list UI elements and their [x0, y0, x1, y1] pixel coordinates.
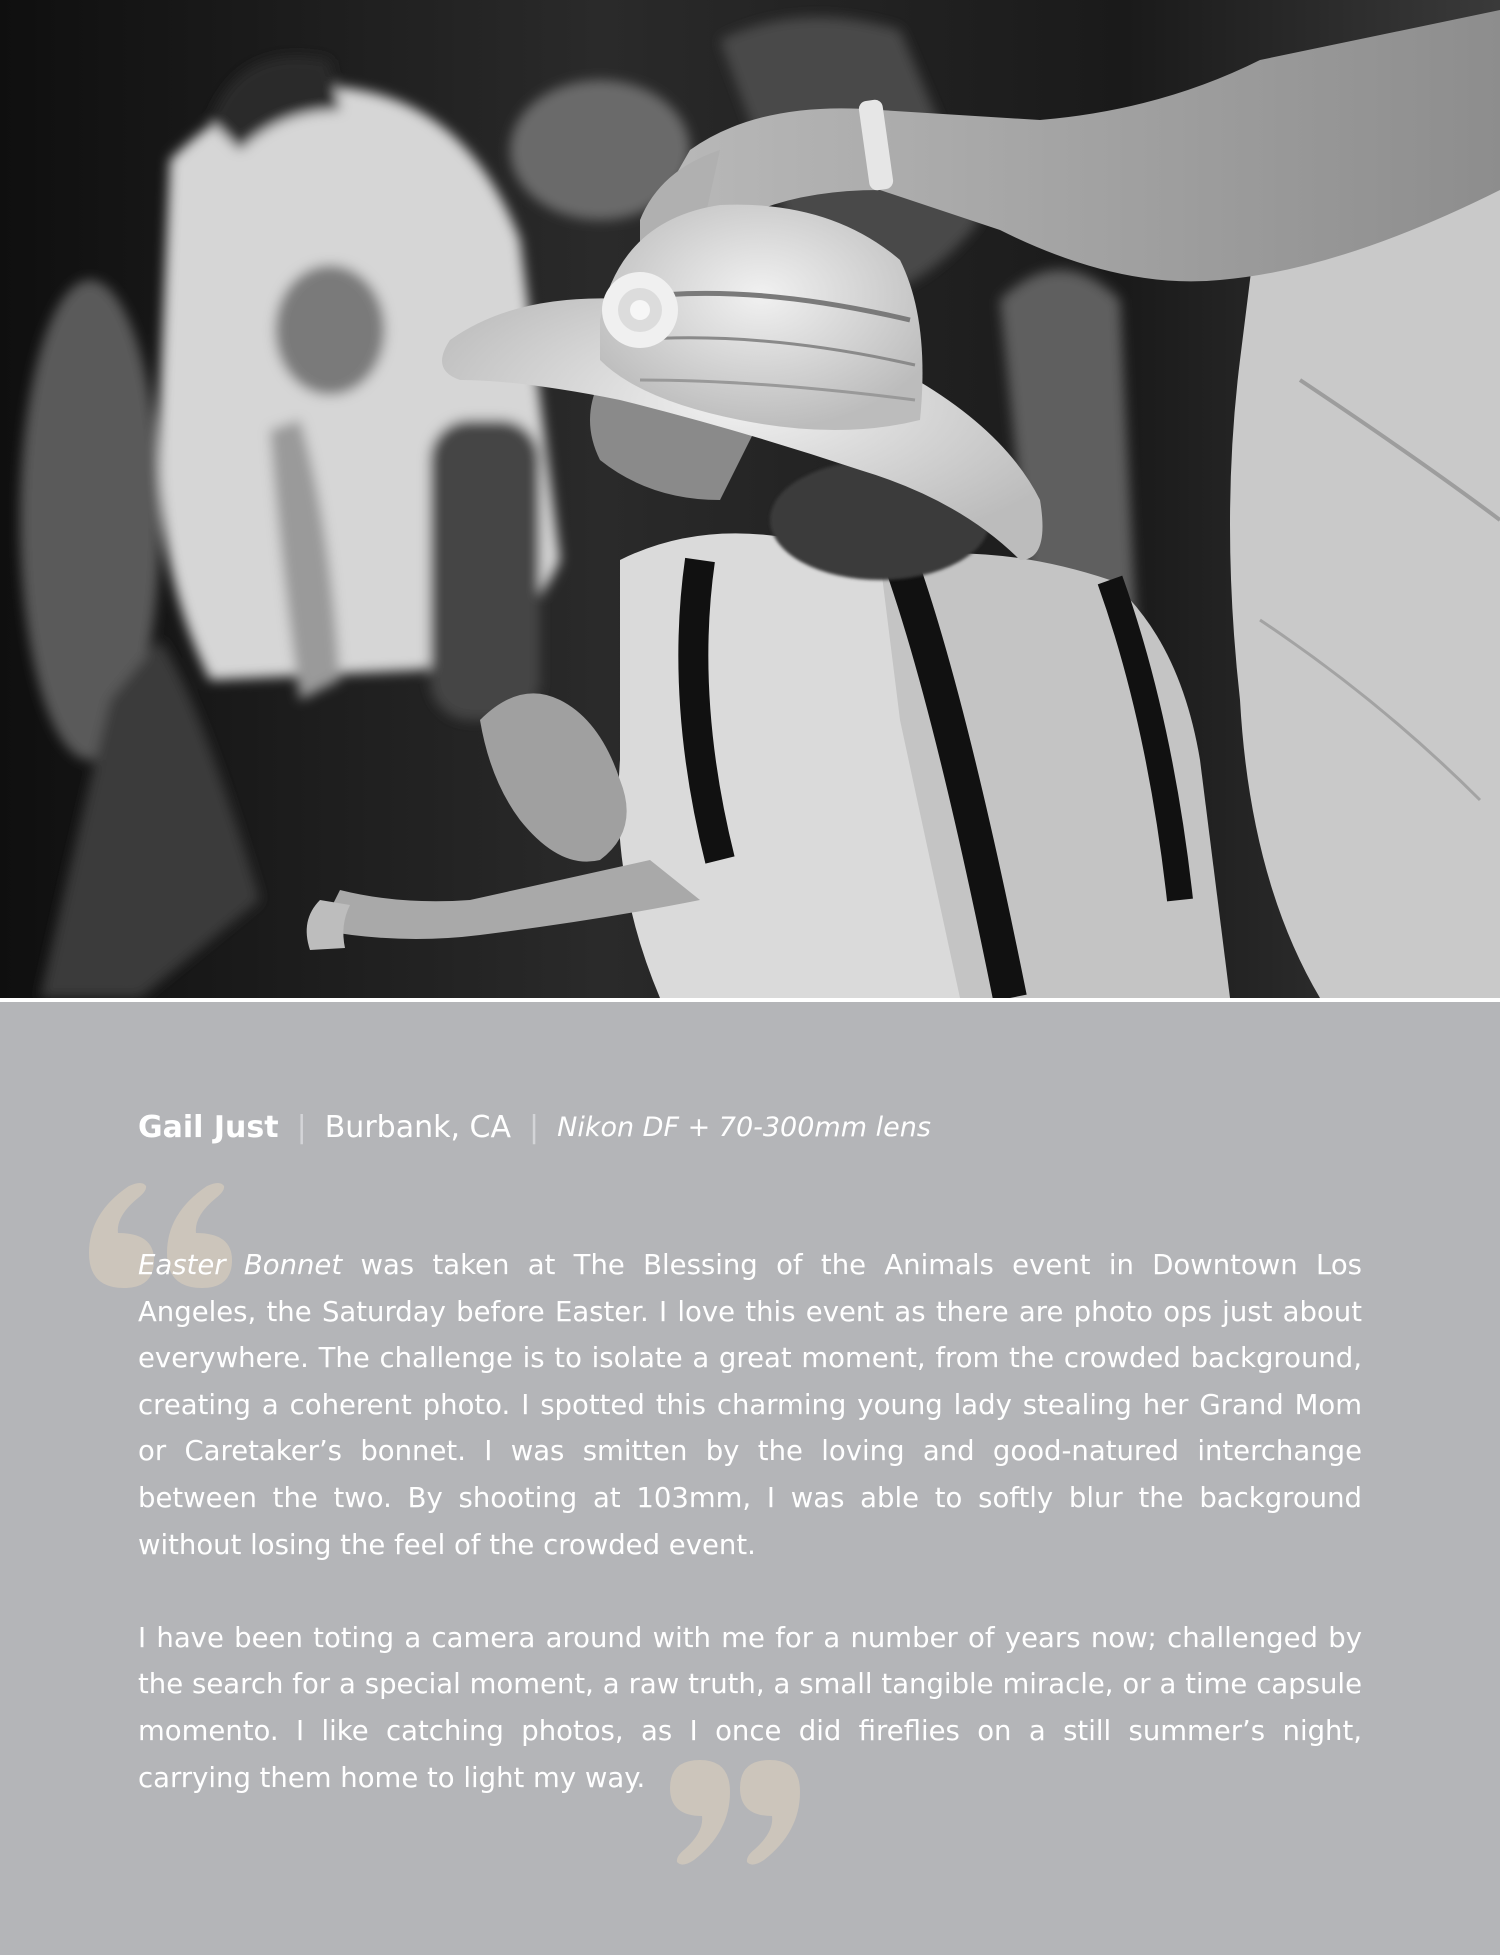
story-text — [138, 1242, 1362, 1801]
camera-gear: Nikon DF + 70-300mm lens — [557, 1111, 931, 1143]
story-paragraph-body: was taken at The Blessing of the Animals event in Downtown Los Angeles, the Saturday before Easter. I love this event as there are photo ops just about everywhere. The challenge is to isolate a great moment, from the crowded background, creating a coherent photo. I spotted this charming young lady stealing her Grand Mom or Caretaker’s bonnet. I was smitten by the loving and good-natured interchange between the two. By shooting at 103mm, I was able to softly blur the background without losing the feel of the crowded event. — [138, 1249, 1362, 1561]
credit-separator: | — [529, 1109, 540, 1145]
story-paragraph — [138, 1242, 1362, 1568]
photo-title: Easter Bonnet — [138, 1249, 343, 1281]
photographer-location: Burbank, CA — [324, 1109, 512, 1145]
credit-separator: | — [296, 1109, 307, 1145]
photographer-name: Gail Just — [138, 1109, 279, 1145]
story-paragraph: I have been toting a camera around with me for a number of years now; challenged by the search for a special moment, a raw truth, a small tangible miracle, or a time capsule momento. I like catching photos, as I once did fireflies on a still summer’s night, carrying them home to light my way. — [138, 1621, 1362, 1794]
photo-credit — [138, 1105, 931, 1149]
